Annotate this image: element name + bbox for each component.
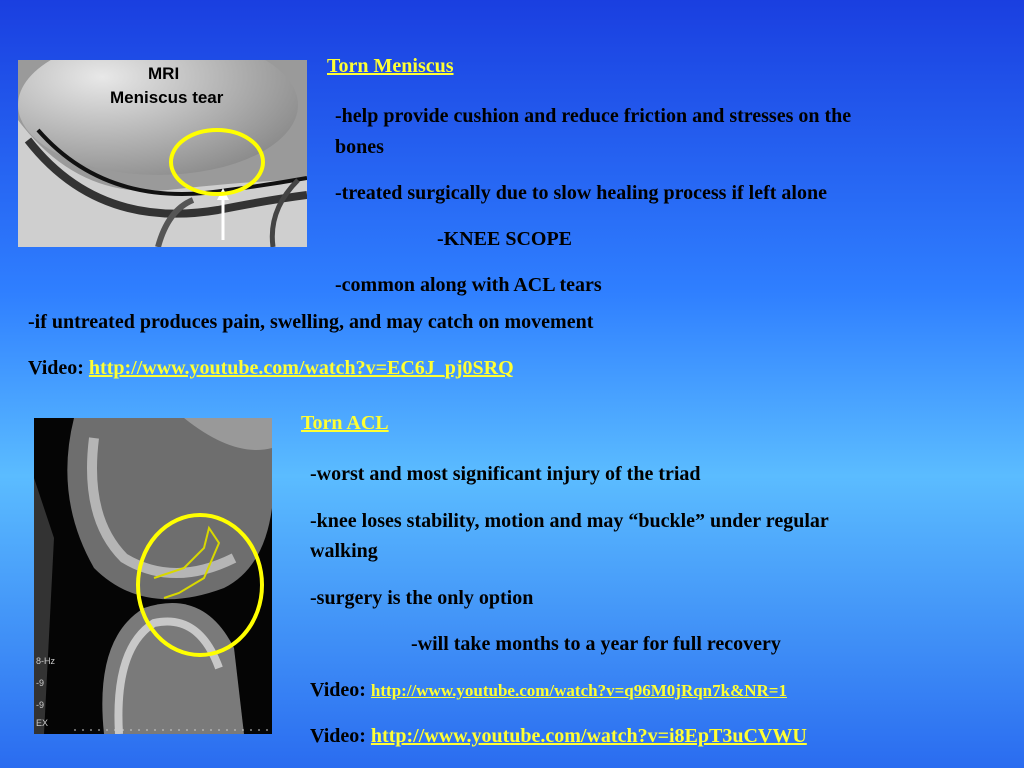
meniscus-mri-image	[18, 60, 307, 247]
acl-side-text-3: -9	[36, 700, 45, 710]
mri-label-2: Meniscus tear	[110, 88, 224, 107]
acl-video-link-1[interactable]: http://www.youtube.com/watch?v=q96M0jRqn7k&NR=1	[370, 681, 787, 700]
meniscus-bullet-4: -if untreated produces pain, swelling, and may catch on movement	[28, 311, 594, 333]
acl-video-line-1	[310, 677, 787, 704]
acl-side-text-2: -9	[36, 678, 45, 688]
meniscus-bullet-3: -common along with ACL tears	[335, 274, 602, 296]
acl-bullet-2-cont: walking	[310, 540, 378, 562]
acl-sub-1: -will take months to a year for full recovery	[411, 633, 781, 655]
meniscus-bullet-1-cont: bones	[335, 136, 384, 158]
acl-bullet-2: -knee loses stability, motion and may “buckle” under regular	[310, 510, 829, 532]
acl-video-link-2[interactable]: http://www.youtube.com/watch?v=i8EpT3uCVWU	[370, 725, 807, 747]
mri-label-1: MRI	[148, 64, 180, 83]
acl-video-line-2	[310, 723, 807, 749]
meniscus-video-line	[28, 355, 514, 381]
video-label: Video:	[28, 357, 89, 379]
meniscus-bullet-2: -treated surgically due to slow healing process if left alone	[335, 182, 827, 204]
video-label: Video:	[310, 725, 371, 747]
video-label: Video:	[310, 679, 371, 701]
acl-title: Torn ACL	[301, 412, 389, 434]
acl-side-text-1: 8-Hz	[36, 656, 56, 666]
acl-bullet-3: -surgery is the only option	[310, 587, 534, 609]
acl-side-text-4: EX	[36, 718, 49, 728]
acl-mri-image	[34, 418, 272, 734]
meniscus-video-link[interactable]: http://www.youtube.com/watch?v=EC6J_pj0SRQ	[88, 357, 514, 379]
acl-bullet-1: -worst and most significant injury of the triad	[310, 463, 701, 485]
meniscus-sub-1: -KNEE SCOPE	[437, 228, 573, 250]
acl-mri-graphic	[34, 418, 272, 734]
meniscus-bullet-1: -help provide cushion and reduce friction and stresses on the	[335, 105, 852, 127]
meniscus-title: Torn Meniscus	[327, 55, 454, 77]
